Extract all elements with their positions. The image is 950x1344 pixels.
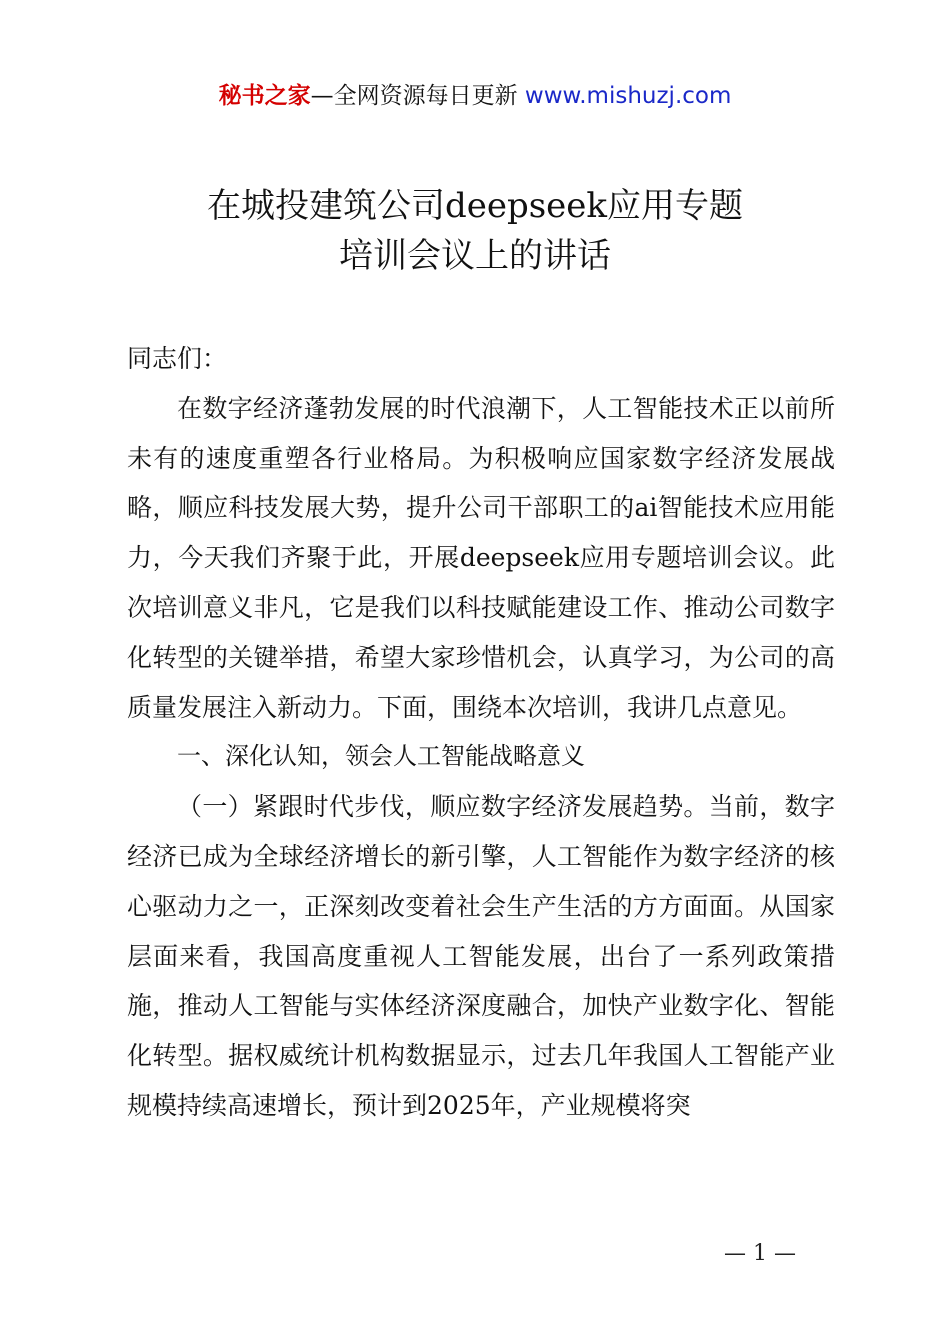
salutation: 同志们： xyxy=(127,344,228,373)
page-number: — 1 — xyxy=(724,1241,796,1266)
header-tagline: —全网资源每日更新 xyxy=(310,83,525,109)
intro-paragraph: 在数字经济蓬勃发展的时代浪潮下，人工智能技术正以前所未有的速度重塑各行业格局。为积极响应国家数字经济发展战略，顺应科技发展大势，提升公司干部职工的ai智能技术应用能力，今天我们齐聚于此，开展deepseek应用专题培训会议。此次培训意义非凡，它是我们以科技赋能建设工作、推动公司数字化转型的关键举措，希望大家珍惜机会，认真学习，为公司的高质量发展注入新动力。下面，围绕本次培训，我讲几点意见。 xyxy=(127,393,835,722)
brand-name: 秘书之家 xyxy=(218,83,311,109)
document-title-line-1: 在城投建筑公司deepseek应用专题 xyxy=(206,186,744,226)
site-header xyxy=(0,80,950,112)
document-title-line-2: 培训会议上的讲话 xyxy=(339,236,611,276)
section-heading-1: 一、深化认知，领会人工智能战略意义 xyxy=(177,742,585,771)
document-body xyxy=(127,334,835,1131)
site-url-link[interactable]: www.mishuzj.com xyxy=(524,83,732,109)
section-1-1-paragraph: （一）紧跟时代步伐，顺应数字经济发展趋势。当前，数字经济已成为全球经济增长的新引擎，人工智能作为数字经济的核心驱动力之一，正深刻改变着社会生产生活的方方面面。从国家层面来看，我国高度重视人工智能发展，出台了一系列政策措施，推动人工智能与实体经济深度融合，加快产业数字化、智能化转型。据权威统计机构数据显示，过去几年我国人工智能产业规模持续高速增长，预计到2025年，产业规模将突 xyxy=(127,792,835,1120)
